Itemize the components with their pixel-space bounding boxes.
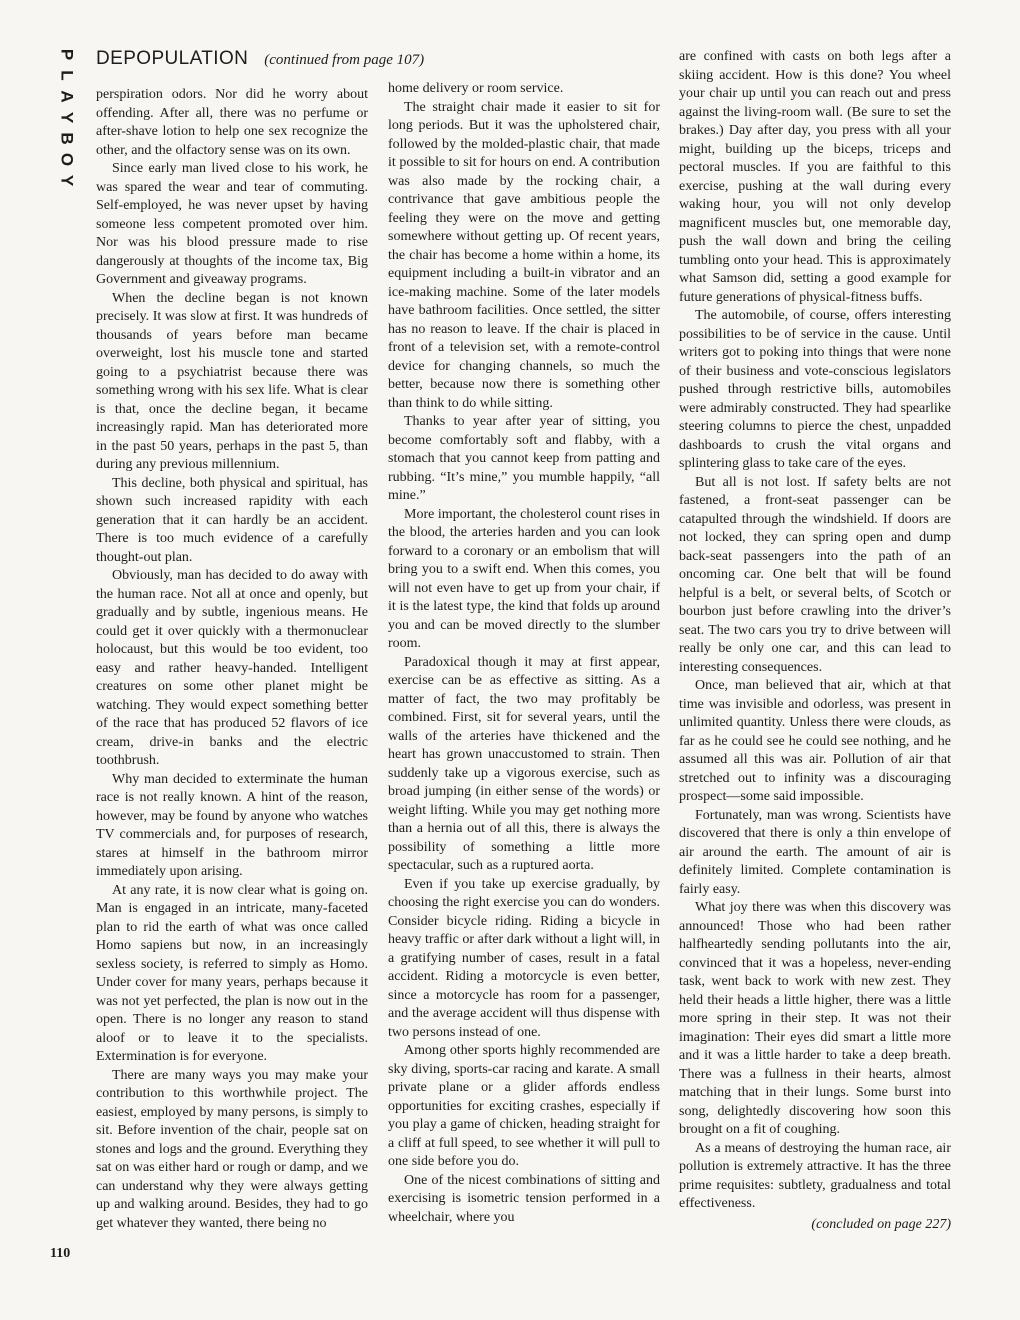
paragraph: perspiration odors. Nor did he worry about offending. After all, there was no perfume or after-shave lotion to help one sex recognize the other, and the olfactory sense was on its own.	[96, 87, 368, 158]
paragraph: The straight chair made it easier to sit for long periods. But it was the upholstered chair, followed by the molded-plastic chair, that made it possible to sit for hours on end. A contribution was also made by the rocking chair, a contrivance that gave ambitious people the feeling they were on the move and getting somewhere without getting up. Of recent years, the chair has become a home within a home, its equipment including a built-in vibrator and an ice-making machine. Some of the later models have bathroom facilities. Once settled, the sitter has no reason to leave. If the chair is placed in front of a television set, with a remote-control device for changing channels, so much the better, because now there is something other than think to do while sitting.	[388, 99, 660, 411]
paragraph: This decline, both physical and spiritual, has shown such increased rapidity with each generation that it can hardly be an accident. There is too much evidence of a carefully thought-out plan.	[96, 475, 368, 565]
spine-letter: B	[57, 132, 77, 145]
paragraph: As a means of destroying the human race, air pollution is extremely attractive. It has the three prime requisites: subtlety, gradualness and total effectiveness.	[679, 1140, 951, 1211]
paragraph: Paradoxical though it may at first appear, exercise can be as effective as sitting. As a matter of fact, the two may profitably be combined. First, sit for several years, until the walls of the arteries have thickened and the heart has grown unaccustomed to strain. Then suddenly take up a vigorous exercise, such as broad jumping (in either sense of the words) or weight lifting. While you may get nothing more than a hernia out of all this, there is always the possibility of something a little more spectacular, such as a ruptured aorta.	[388, 654, 660, 873]
paragraph: Once, man believed that air, which at that time was invisible and odorless, was present in unlimited quantity. Unless there were clouds, as far as he could see he could see nothing, and he assumed all this was air. Pollution of air that stretched out to infinity was a discouraging prospect—some said impossible.	[679, 678, 951, 804]
page-number: 110	[50, 1246, 71, 1261]
spine-letter: O	[57, 152, 77, 167]
paragraph: are confined with casts on both legs after a skiing accident. How is this done? You wheel your chair up until you can reach out and press against the living-room wall. (Be sure to set the brakes.) Day after day, you press with all your might, building up the biceps, triceps and pectoral muscles. If you are faithful to this exercise, pushing at the wall during every waking hour, you will not only develop magnificent muscles but, one memorable day, push the wall down and bring the ceiling tumbling onto your head. This is approximately what Samson did, setting a good example for future generations of physical-fitness buffs.	[679, 49, 951, 305]
running-head	[96, 48, 656, 70]
paragraph: home delivery or room service.	[388, 81, 564, 96]
continuation-footer: (concluded on page 227)	[811, 1216, 951, 1232]
paragraph: When the decline began is not known precisely. It was slow at first. It was hundreds of thousands of years before man became overweight, lost his muscle tone and started going to a psychiatrist because there was something wrong with his sex life. What is clear is that, once the decline began, it became increasingly rapid. Man has deteriorated more in the past 50 years, perhaps in the past 5, than during any previous millennium.	[96, 290, 368, 472]
paragraph: Thanks to year after year of sitting, you become comfortably soft and flabby, with a stomach that you cannot keep from patting and rubbing. “It’s mine,” you mumble happily, “all mine.”	[388, 414, 660, 503]
paragraph: Obviously, man has decided to do away with the human race. Not all at once and openly, but gradually and by subtle, ingenious means. He could get it over quickly with a thermonuclear holocaust, but this would be too evident, too easy and rather heavy-handed. Intelligent creatures on some other planet might be watching. They would expect something better of the race that has produced 52 flavors of ice cream, drive-in banks and the electric toothbrush.	[96, 568, 368, 768]
spine-letter: P	[57, 48, 77, 61]
paragraph: More important, the cholesterol count rises in the blood, the arteries harden and you can look forward to a coronary or an embolism that will bring you to a swift end. When this comes, you will not even have to get up from your chair, if it is the latest type, the kind that folds up around you and can be moved directly to the slumber room.	[388, 506, 660, 651]
paragraph: Even if you take up exercise gradually, by choosing the right exercise you can do wonders. Consider bicycle riding. Riding a bicycle in heavy traffic or after dark without a light will, in a gratifying number of cases, result in a fatal accident. Riding a motorcycle is even better, since a motorcycle has room for a passenger, and the average accident will thus dispense with two persons instead of one.	[388, 876, 660, 1040]
magazine-spine-title	[52, 44, 82, 191]
article-title: DEPOPULATION	[96, 48, 249, 69]
paragraph: There are many ways you may make your contribution to this worthwhile project. The easiest, employed by many persons, is simply to sit. Before invention of the chair, people sat on stones and logs and the ground. Everything they sat on was either hard or rough or damp, and we can understand why they were always getting up and walking around. Besides, they had to go get whatever they wanted, there being no	[96, 1067, 368, 1231]
spine-letter: Y	[57, 111, 77, 124]
paragraph: Why man decided to exterminate the human race is not really known. A hint of the reason, however, may be found by anyone who watches TV commercials and, for purposes of research, stares at himself in the bathroom mirror immediately upon arising.	[96, 771, 368, 879]
text-column-3	[679, 48, 951, 1234]
text-column-2	[388, 80, 660, 1227]
continuation-note: (continued from page 107)	[264, 52, 425, 68]
paragraph: But all is not lost. If safety belts are not fastened, a front-seat passenger can be catapulted through the windshield. If doors are not locked, they can spring open and dump back-seat passengers into the path of an oncoming car. One belt that will be found helpful is a belt, or several belts, of Scotch or bourbon just before crawling into the driver’s seat. The two cars you try to drive between will really be only one car, and this can lead to interesting consequences.	[679, 474, 951, 675]
spine-letter: A	[57, 90, 77, 103]
paragraph: What joy there was when this discovery was announced! Those who had been rather halfheartedly sending pollutants into the air, convinced that it was a hopeless, never-ending task, went back to work with new zest. They held their heads a little higher, there was a little more spring in their step. It was not their imagination: Their eyes did smart a little more and it was a little harder to take a deep breath. There was a fullness in their hearts, almost matching that in their lungs. Some burst into song, delightedly discovering how soon this brought on a fit of coughing.	[679, 900, 951, 1137]
spine-letter: Y	[57, 174, 77, 187]
paragraph: The automobile, of course, offers interesting possibilities to be of service in the cause. Until writers got to poking into things that were none of their business and vote-conscious legislators pushed through restrictive bills, automobiles were admirably constructed. They had spearlike steering columns to pierce the chest, unpadded dashboards to crush the vital organs and splintering glass to take care of the eyes.	[679, 308, 951, 471]
paragraph: At any rate, it is now clear what is going on. Man is engaged in an intricate, many-faceted plan to rid the earth of what was once called Homo sapiens but now, in an increasingly sexless society, is referred to simply as Homo. Under cover for many years, perhaps because it was not yet perfected, the plan is now out in the open. There is no longer any reason to stand aloof or to leave it to the specialists. Extermination is for everyone.	[96, 882, 368, 1064]
paragraph: Among other sports highly recommended are sky diving, sports-car racing and karate. A small private plane or a glider affords endless opportunities for exciting crashes, especially if you play a game of chicken, heading straight for a cliff at full speed, to see whether it will pull to one side before you do.	[388, 1043, 660, 1169]
paragraph: Since early man lived close to his work, he was spared the wear and tear of commuting. Self-employed, he was never upset by having someone less competent promoted over him. Nor was his blood pressure made to rise dangerously at thoughts of the income tax, Big Government and giveaway programs.	[96, 161, 368, 287]
spine-letter: L	[57, 70, 77, 81]
paragraph: Fortunately, man was wrong. Scientists have discovered that there is only a thin envelope of air around the earth. The amount of air is definitely limited. Complete contamination is fairly easy.	[679, 807, 951, 897]
paragraph: One of the nicest combinations of sitting and exercising is isometric tension performed in a wheelchair, where you	[388, 1172, 660, 1225]
text-column-1	[96, 86, 368, 1233]
